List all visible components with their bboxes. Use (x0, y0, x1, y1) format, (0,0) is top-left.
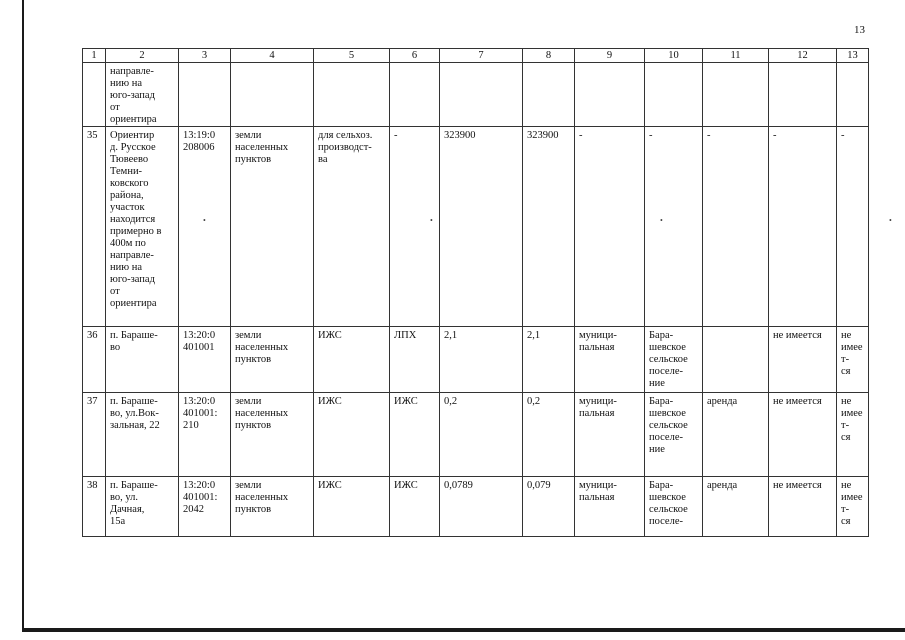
column-header: 9 (575, 49, 645, 63)
land-plots-table (82, 48, 869, 537)
table-cell: ЛПХ (390, 327, 440, 393)
column-header: 7 (440, 49, 523, 63)
table-cell: ИЖС (314, 327, 390, 393)
table-cell: 0,2 (440, 393, 523, 477)
table-cell: не имеется (769, 477, 837, 537)
table-cell: ИЖС (314, 477, 390, 537)
table-cell (837, 63, 869, 127)
table-row (83, 393, 869, 477)
table-cell (523, 63, 575, 127)
scan-speck: • (203, 216, 206, 225)
table-row (83, 477, 869, 537)
table-cell: 13:20:0 401001 (179, 327, 231, 393)
table-cell: 13:20:0 401001: 2042 (179, 477, 231, 537)
table-cell: не имеет- ся (837, 477, 869, 537)
table-cell (314, 63, 390, 127)
column-header: 8 (523, 49, 575, 63)
table-cell (703, 63, 769, 127)
table-cell: для сельхоз. производст- ва (314, 127, 390, 327)
table-cell: - (575, 127, 645, 327)
table-cell (645, 63, 703, 127)
table-cell: 2,1 (440, 327, 523, 393)
page-number: 13 (854, 24, 865, 36)
table-cell: п. Бараше- во (106, 327, 179, 393)
table-cell (769, 63, 837, 127)
table-cell: 2,1 (523, 327, 575, 393)
table-cell: Бара- шевское сельское поселе- ние (645, 327, 703, 393)
column-header: 10 (645, 49, 703, 63)
table-cell (703, 327, 769, 393)
table-cell: - (769, 127, 837, 327)
scan-speck: • (430, 216, 433, 225)
page-left-border (22, 0, 24, 632)
table-cell: не имеется (769, 327, 837, 393)
table-cell: 0,0789 (440, 477, 523, 537)
table-cell: - (703, 127, 769, 327)
scan-speck: • (660, 216, 663, 225)
table-cell: муници- пальная (575, 393, 645, 477)
table-cell: направле- нию на юго-запад от ориентира (106, 63, 179, 127)
table-cell (179, 63, 231, 127)
column-number-row (83, 49, 869, 63)
table-cell: земли населенных пунктов (231, 127, 314, 327)
table-row (83, 327, 869, 393)
table-cell: муници- пальная (575, 477, 645, 537)
table-cell (83, 63, 106, 127)
table-row (83, 127, 869, 327)
table-cell: 37 (83, 393, 106, 477)
table-cell: Бара- шевское сельское поселе- ние (645, 393, 703, 477)
table-cell: аренда (703, 477, 769, 537)
column-header: 3 (179, 49, 231, 63)
table-cell: - (390, 127, 440, 327)
table-cell: 13:19:0 208006 (179, 127, 231, 327)
table-cell: - (837, 127, 869, 327)
table-cell: 38 (83, 477, 106, 537)
table-row (83, 63, 869, 127)
table-cell: земли населенных пунктов (231, 477, 314, 537)
column-header: 11 (703, 49, 769, 63)
table-cell: ИЖС (390, 393, 440, 477)
table-cell: аренда (703, 393, 769, 477)
table-cell: 323900 (523, 127, 575, 327)
table-cell (440, 63, 523, 127)
scan-speck: • (889, 216, 892, 225)
table-cell: 323900 (440, 127, 523, 327)
table-cell: земли населенных пунктов (231, 393, 314, 477)
table-cell: земли населенных пунктов (231, 327, 314, 393)
column-header: 4 (231, 49, 314, 63)
table-cell: ИЖС (314, 393, 390, 477)
column-header: 13 (837, 49, 869, 63)
table-cell: Ориентир д. Русское Тювеево Темни- ковского района, участок находится примерно в 400м по направле- нию на юго-запад от ориентира (106, 127, 179, 327)
page-bottom-border (22, 628, 905, 632)
table-cell: 0,079 (523, 477, 575, 537)
table-cell: 35 (83, 127, 106, 327)
table-cell: п. Бараше- во, ул. Дачная, 15а (106, 477, 179, 537)
column-header: 12 (769, 49, 837, 63)
table-cell: муници- пальная (575, 327, 645, 393)
column-header: 6 (390, 49, 440, 63)
table-cell: Бара- шевское сельское поселе- (645, 477, 703, 537)
table-cell: ИЖС (390, 477, 440, 537)
table-cell: п. Бараше- во, ул.Вок- зальная, 22 (106, 393, 179, 477)
table-cell (575, 63, 645, 127)
column-header: 5 (314, 49, 390, 63)
table-cell (231, 63, 314, 127)
table-cell: 0,2 (523, 393, 575, 477)
table-cell: 36 (83, 327, 106, 393)
table-cell: 13:20:0 401001: 210 (179, 393, 231, 477)
table-cell (390, 63, 440, 127)
column-header: 1 (83, 49, 106, 63)
table-cell: не имеет- ся (837, 393, 869, 477)
column-header: 2 (106, 49, 179, 63)
table-cell: не имеется (769, 393, 837, 477)
table-cell: не имеет- ся (837, 327, 869, 393)
table-cell: - (645, 127, 703, 327)
